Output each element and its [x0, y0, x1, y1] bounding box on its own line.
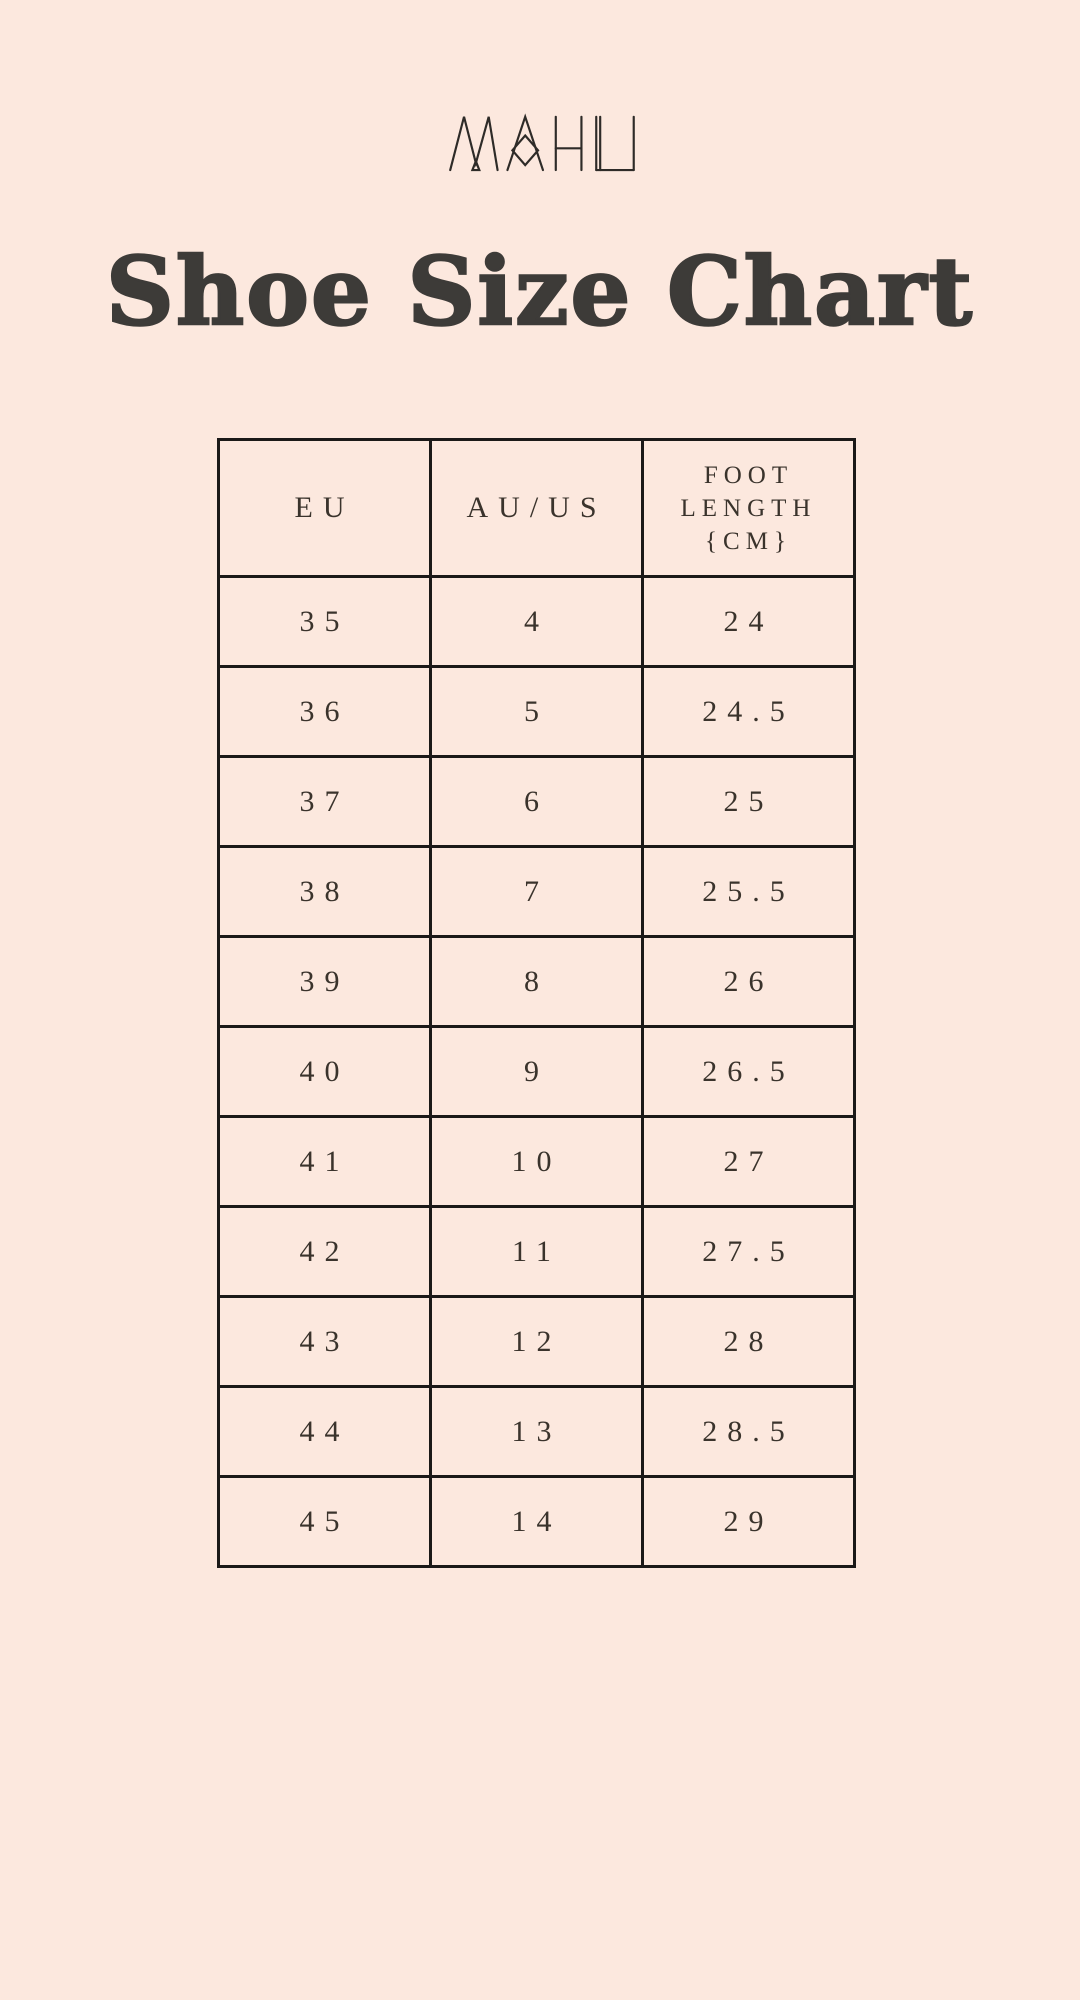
cell-foot-length: 26	[643, 937, 855, 1027]
column-header-foot-length	[643, 440, 855, 577]
logo-letter-a-diamond	[512, 136, 538, 166]
cell-eu: 44	[219, 1387, 431, 1477]
table-row	[219, 667, 855, 757]
logo-letter-a	[507, 117, 543, 170]
cell-eu: 38	[219, 847, 431, 937]
cell-foot-length: 28.5	[643, 1387, 855, 1477]
cell-eu: 37	[219, 757, 431, 847]
column-header-au-us: AU/US	[431, 440, 643, 577]
table-header-row	[219, 440, 855, 577]
cell-foot-length: 29	[643, 1477, 855, 1567]
cell-eu: 41	[219, 1117, 431, 1207]
mahli-brand-logo	[436, 100, 644, 174]
cell-foot-length: 27.5	[643, 1207, 855, 1297]
cell-au-us: 8	[431, 937, 643, 1027]
cell-au-us: 10	[431, 1117, 643, 1207]
cell-foot-length: 24	[643, 577, 855, 667]
column-header-eu: EU	[219, 440, 431, 577]
table-row	[219, 1027, 855, 1117]
table-row	[219, 1207, 855, 1297]
cell-foot-length: 25	[643, 757, 855, 847]
cell-eu: 42	[219, 1207, 431, 1297]
cell-au-us: 14	[431, 1477, 643, 1567]
cell-au-us: 13	[431, 1387, 643, 1477]
cell-foot-length: 28	[643, 1297, 855, 1387]
column-header-foot-length-line1: FOOT	[703, 461, 794, 489]
shoe-size-table	[217, 438, 856, 1568]
table-row	[219, 1387, 855, 1477]
column-header-foot-length-line3: {CM}	[705, 527, 792, 555]
cell-au-us: 7	[431, 847, 643, 937]
cell-au-us: 9	[431, 1027, 643, 1117]
cell-au-us: 4	[431, 577, 643, 667]
cell-eu: 39	[219, 937, 431, 1027]
cell-foot-length: 26.5	[643, 1027, 855, 1117]
table-row	[219, 1477, 855, 1567]
table-row	[219, 847, 855, 937]
table-row	[219, 1117, 855, 1207]
cell-au-us: 6	[431, 757, 643, 847]
cell-eu: 35	[219, 577, 431, 667]
cell-foot-length: 24.5	[643, 667, 855, 757]
cell-eu: 36	[219, 667, 431, 757]
column-header-foot-length-line2: LENGTH	[680, 494, 817, 522]
cell-eu: 43	[219, 1297, 431, 1387]
cell-au-us: 12	[431, 1297, 643, 1387]
page-title: Shoe Size Chart	[106, 237, 974, 347]
cell-au-us: 11	[431, 1207, 643, 1297]
cell-foot-length: 25.5	[643, 847, 855, 937]
table-row	[219, 577, 855, 667]
cell-foot-length: 27	[643, 1117, 855, 1207]
cell-eu: 40	[219, 1027, 431, 1117]
cell-eu: 45	[219, 1477, 431, 1567]
cell-au-us: 5	[431, 667, 643, 757]
table-row	[219, 1297, 855, 1387]
table-row	[219, 937, 855, 1027]
table-row	[219, 757, 855, 847]
logo-letter-m	[450, 117, 497, 170]
